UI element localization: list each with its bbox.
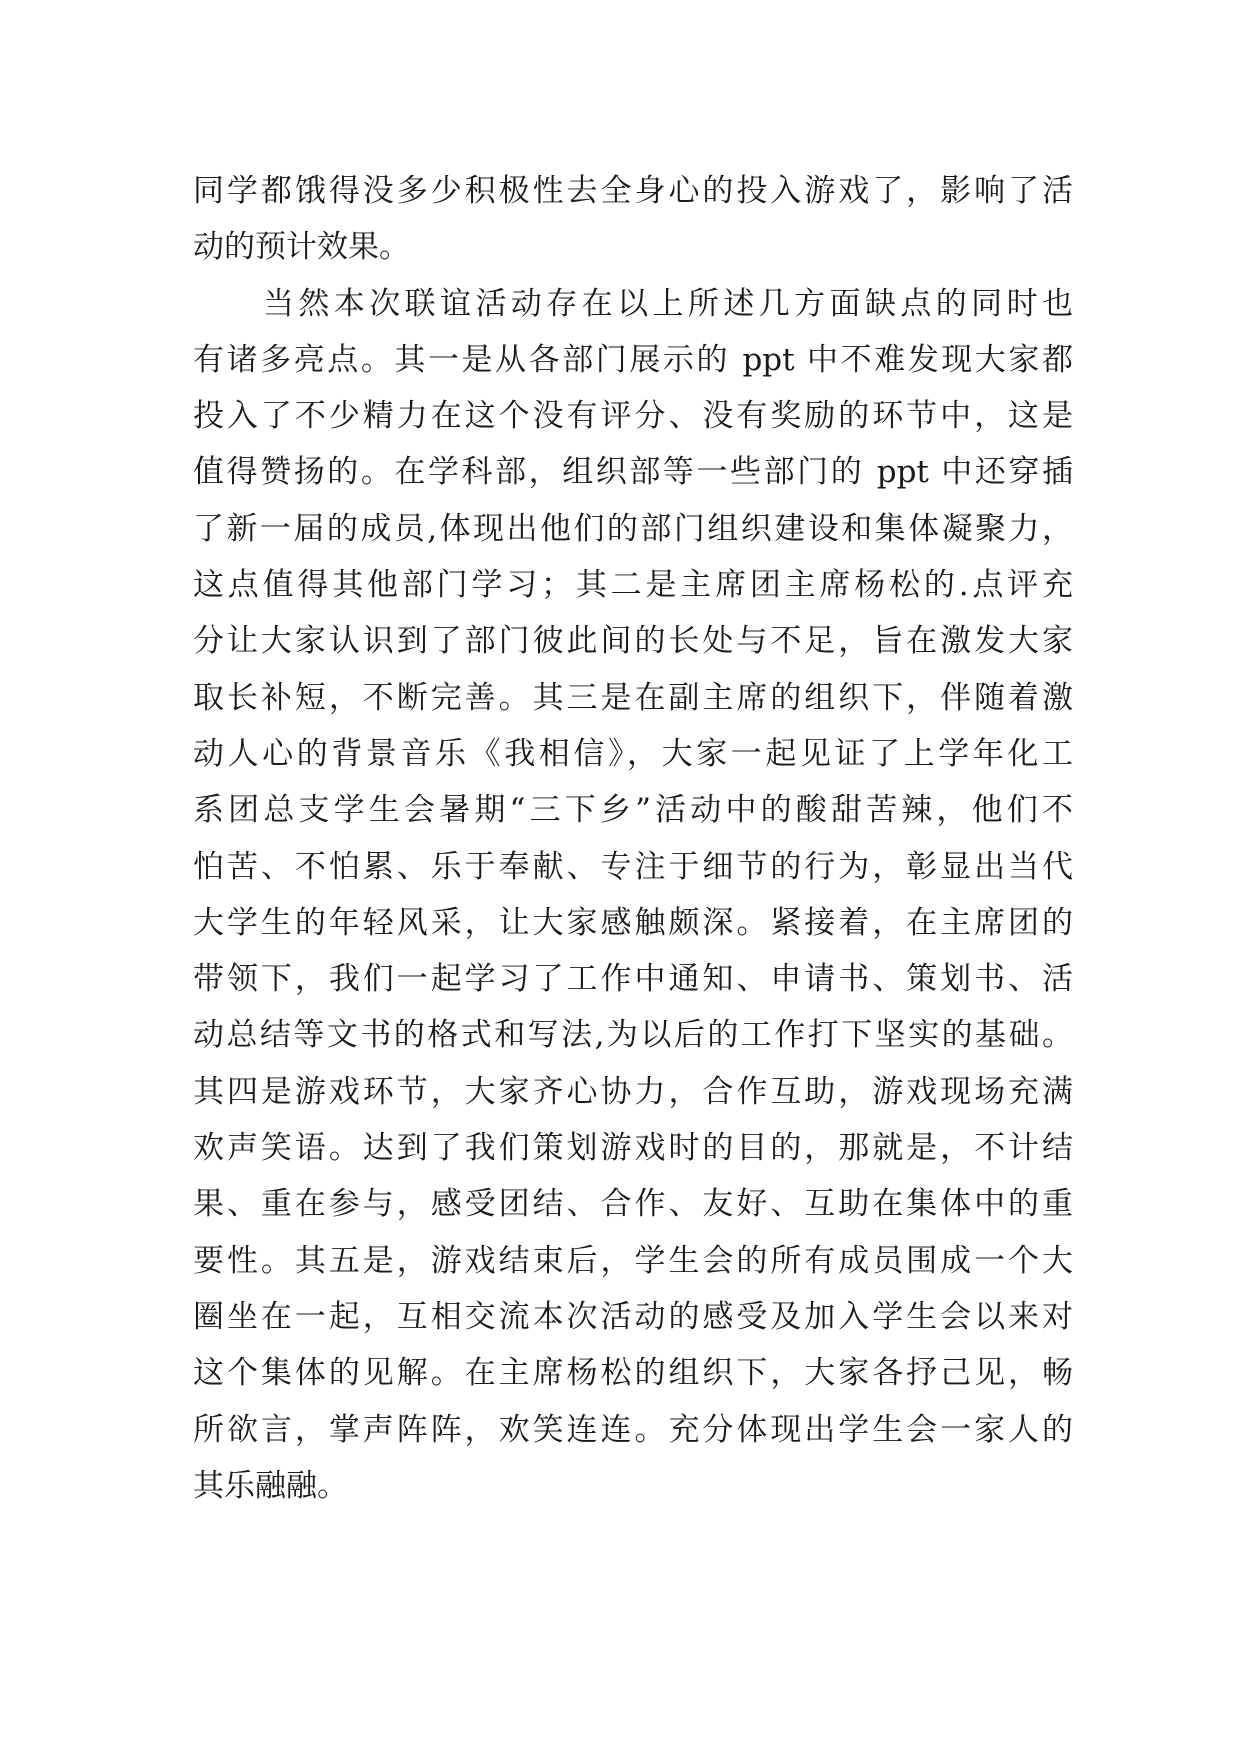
text-line: 果、重在参与，感受团结、合作、友好、互助在集体中的重 [193,1186,1073,1223]
text-line: 怕苦、不怕累、乐于奉献、专注于细节的行为，彰显出当代 [193,848,1073,885]
text-line: 圈坐在一起，互相交流本次活动的感受及加入学生会以来对 [193,1298,1073,1335]
text-line: 动人心的背景音乐《我相信》，大家一起见证了上学年化工 [193,735,1073,772]
paragraph-first-line: 当然本次联谊活动存在以上所述几方面缺点的同时也 [263,285,1073,322]
text-line: 其乐融融。 [193,1467,348,1504]
text-line: 投入了不少精力在这个没有评分、没有奖励的环节中，这是 [193,398,1073,435]
text-line: 系团总支学生会暑期“三下乡”活动中的酸甜苦辣，他们不 [193,792,1073,829]
text-line: 有诸多亮点。其一是从各部门展示的 ppt 中不难发现大家都 [193,341,1073,378]
text-line: 这点值得其他部门学习；其二是主席团主席杨松的.点评充 [193,567,1073,604]
text-line: 值得赞扬的。在学科部，组织部等一些部门的 ppt 中还穿插 [193,454,1073,491]
text-line: 欢声笑语。达到了我们策划游戏时的目的，那就是，不计结 [193,1130,1073,1167]
text-line: 要性。其五是，游戏结束后，学生会的所有成员围成一个大 [193,1242,1073,1279]
text-line: 大学生的年轻风采，让大家感触颇深。紧接着，在主席团的 [193,904,1073,941]
body-text [193,163,1073,1514]
text-line: 动总结等文书的格式和写法,为以后的工作打下坚实的基础。 [193,1017,1073,1054]
text-line: 动的预计效果。 [193,229,410,266]
text-line: 所欲言，掌声阵阵，欢笑连连。充分体现出学生会一家人的 [193,1411,1073,1448]
text-line: 分让大家认识到了部门彼此间的长处与不足，旨在激发大家 [193,623,1073,660]
text-line: 这个集体的见解。在主席杨松的组织下，大家各抒己见，畅 [193,1355,1073,1392]
text-line: 同学都饿得没多少积极性去全身心的投入游戏了，影响了活 [193,173,1073,209]
text-line: 了新一届的成员,体现出他们的部门组织建设和集体凝聚力， [193,510,1073,547]
text-line: 其四是游戏环节，大家齐心协力，合作互助，游戏现场充满 [193,1073,1073,1110]
text-line: 取长补短，不断完善。其三是在副主席的组织下，伴随着激 [193,679,1073,716]
text-line: 带领下，我们一起学习了工作中通知、申请书、策划书、活 [193,961,1073,998]
